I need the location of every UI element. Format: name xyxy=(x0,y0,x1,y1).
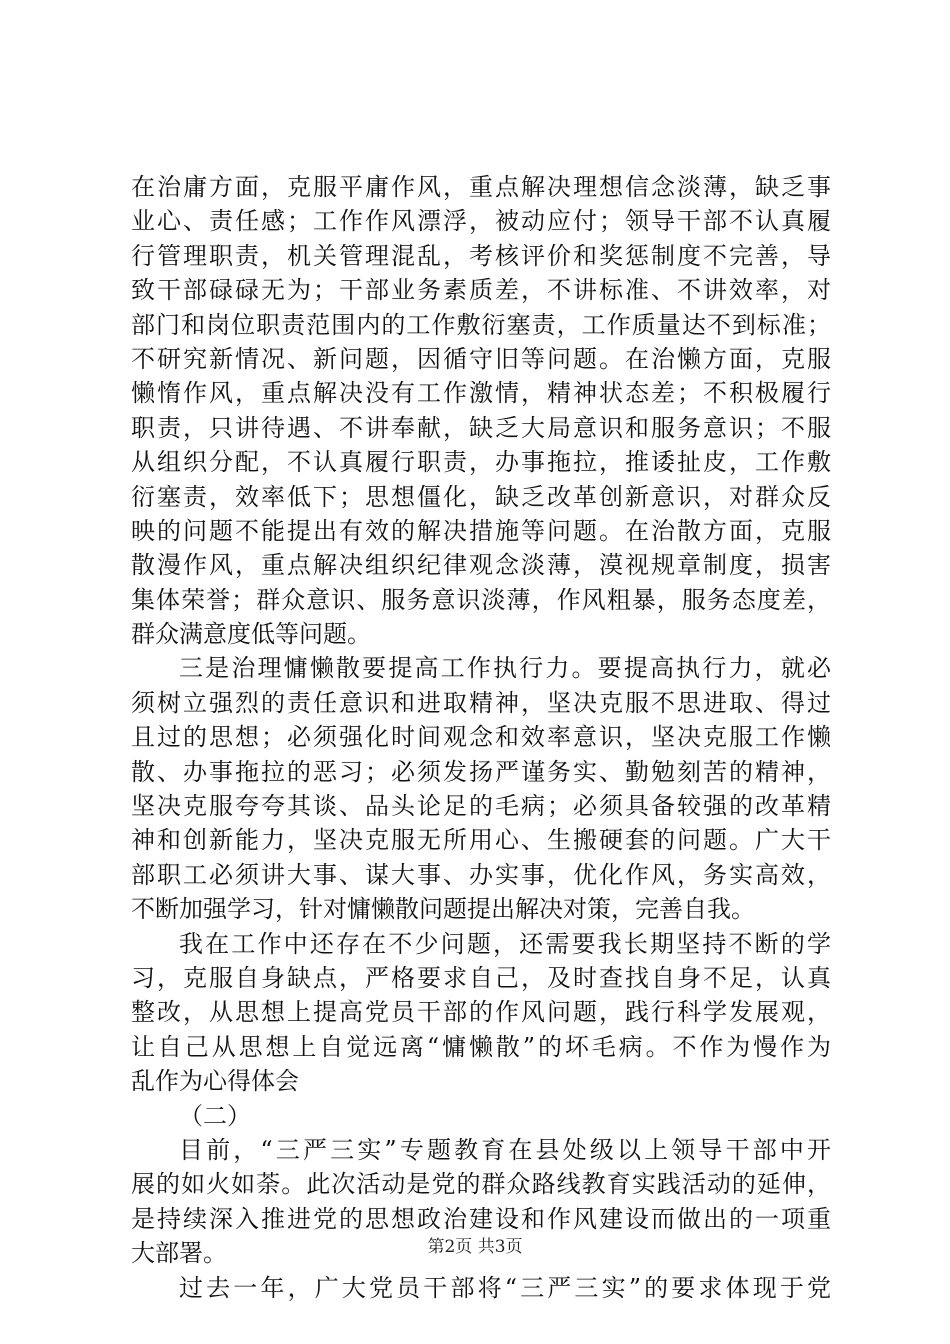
text-line: 且过的思想；必须强化时间观念和效率意识，坚决克服工作懒 xyxy=(131,723,831,752)
text-line: 须树立强烈的责任意识和进取精神，坚决克服不思进取、得过 xyxy=(131,688,831,717)
text-line: 行管理职责，机关管理混乱，考核评价和奖惩制度不完善，导 xyxy=(131,241,831,270)
page-number-footer: 第2页 共3页 xyxy=(427,1237,523,1257)
text-line: 从组织分配，不认真履行职责，办事拖拉，推诿扯皮，工作敷 xyxy=(131,448,831,477)
text-line: 部门和岗位职责范围内的工作敷衍塞责，工作质量达不到标准； xyxy=(131,310,831,339)
text-line: 映的问题不能提出有效的解决措施等问题。在治散方面，克服 xyxy=(131,516,831,545)
document-body xyxy=(131,170,831,1305)
text-line: 整改，从思想上提高党员干部的作风问题，践行科学发展观， xyxy=(131,998,831,1027)
text-line: 让自己从思想上自觉远离“慵懒散”的坏毛病。不作为慢作为 xyxy=(131,1032,831,1061)
text-line: 职责，只讲待遇、不讲奉献，缺乏大局意识和服务意识；不服 xyxy=(131,413,831,442)
text-line: 致干部碌碌无为；干部业务素质差，不讲标准、不讲效率，对 xyxy=(131,276,831,305)
text-line: 懒惰作风，重点解决没有工作激情，精神状态差；不积极履行 xyxy=(131,379,831,408)
text-line: 衍塞责，效率低下；思想僵化，缺乏改革创新意识，对群众反 xyxy=(131,482,831,511)
text-line: 部职工必须讲大事、谋大事、办实事，优化作风，务实高效， xyxy=(131,860,831,889)
section-number: （二） xyxy=(179,1101,251,1130)
text-line: 业心、责任感；工作作风漂浮，被动应付；领导干部不认真履 xyxy=(131,207,831,236)
text-line: 我在工作中还存在不少问题，还需要我长期坚持不断的学 xyxy=(179,929,831,958)
text-line: 目前，“三严三实”专题教育在县处级以上领导干部中开 xyxy=(179,1135,831,1164)
text-line: 神和创新能力，坚决克服无所用心、生搬硬套的问题。广大干 xyxy=(131,826,831,855)
text-line: 散漫作风，重点解决组织纪律观念淡薄，漠视规章制度，损害 xyxy=(131,551,831,580)
text-line: 群众满意度低等问题。 xyxy=(131,620,371,649)
text-line: 展的如火如荼。此次活动是党的群众路线教育实践活动的延伸， xyxy=(131,1170,831,1199)
text-line: 习，克服自身缺点，严格要求自己，及时查找自身不足，认真 xyxy=(131,963,831,992)
text-line: 大部署。 xyxy=(131,1239,227,1268)
text-line: 在治庸方面，克服平庸作风，重点解决理想信念淡薄，缺乏事 xyxy=(131,173,831,201)
text-line: 是持续深入推进党的思想政治建设和作风建设而做出的一项重 xyxy=(131,1204,831,1233)
text-line: 散、办事拖拉的恶习；必须发扬严谨务实、勤勉刻苦的精神， xyxy=(131,757,831,786)
text-line: 过去一年，广大党员干部将“三严三实”的要求体现于党 xyxy=(179,1273,831,1302)
text-line: 乱作为心得体会 xyxy=(131,1067,299,1096)
text-line: 不研究新情况、新问题，因循守旧等问题。在治懒方面，克服 xyxy=(131,344,831,373)
text-line: 集体荣誉；群众意识、服务意识淡薄，作风粗暴，服务态度差， xyxy=(131,585,831,614)
text-line: 三是治理慵懒散要提高工作执行力。要提高执行力，就必 xyxy=(179,654,831,683)
text-line: 坚决克服夸夸其谈、品头论足的毛病；必须具备较强的改革精 xyxy=(131,792,831,821)
text-line: 不断加强学习，针对慵懒散问题提出解决对策，完善自我。 xyxy=(131,895,755,924)
